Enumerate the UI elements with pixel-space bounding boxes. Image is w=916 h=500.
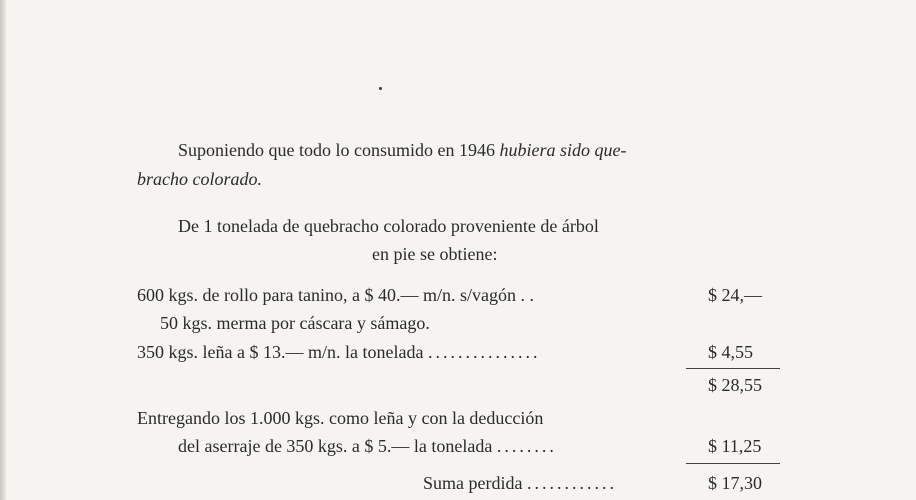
item-lena bbox=[137, 341, 540, 363]
subtotal-amount: $ 28,55 bbox=[708, 375, 762, 395]
entrega-text: del aserraje de 350 kgs. a $ 5.— la tonelada bbox=[178, 436, 493, 456]
total-label-line bbox=[423, 472, 617, 494]
item-lena-text: 350 kgs. leña a $ 13.— m/n. la tonelada bbox=[137, 342, 424, 362]
total-leader: ............ bbox=[526, 473, 617, 493]
total-amount: $ 17,30 bbox=[708, 473, 762, 493]
intro-text-italic: hubiera sido que- bbox=[499, 140, 627, 160]
entrega-line-2 bbox=[178, 435, 557, 457]
item-rollo: 600 kgs. de rollo para tanino, a $ 40.— m/n. s/vagón . . bbox=[137, 285, 534, 305]
heading-line-2: en pie se obtiene: bbox=[372, 244, 498, 264]
ink-dot bbox=[379, 87, 382, 90]
intro-text-normal: Suponiendo que todo lo consumido en 1946 bbox=[178, 140, 500, 160]
subtotal-rule bbox=[686, 368, 780, 369]
item-merma: 50 kgs. merma por cáscara y sámago. bbox=[160, 313, 430, 333]
intro-line-1 bbox=[178, 139, 626, 161]
entrega-line-1: Entregando los 1.000 kgs. como leña y con la deducción bbox=[137, 408, 544, 428]
intro-line-2: bracho colorado. bbox=[137, 169, 262, 189]
heading-line-1: De 1 tonelada de quebracho colorado proveniente de árbol bbox=[178, 216, 599, 236]
total-rule bbox=[686, 463, 780, 464]
entrega-amount: $ 11,25 bbox=[708, 436, 762, 456]
amount-rollo: $ 24,— bbox=[708, 285, 762, 305]
page-edge-shadow bbox=[0, 0, 6, 500]
total-label: Suma perdida bbox=[423, 473, 523, 493]
entrega-leader: ........ bbox=[496, 436, 557, 456]
item-lena-leader: ............... bbox=[427, 342, 541, 362]
amount-lena: $ 4,55 bbox=[708, 342, 753, 362]
